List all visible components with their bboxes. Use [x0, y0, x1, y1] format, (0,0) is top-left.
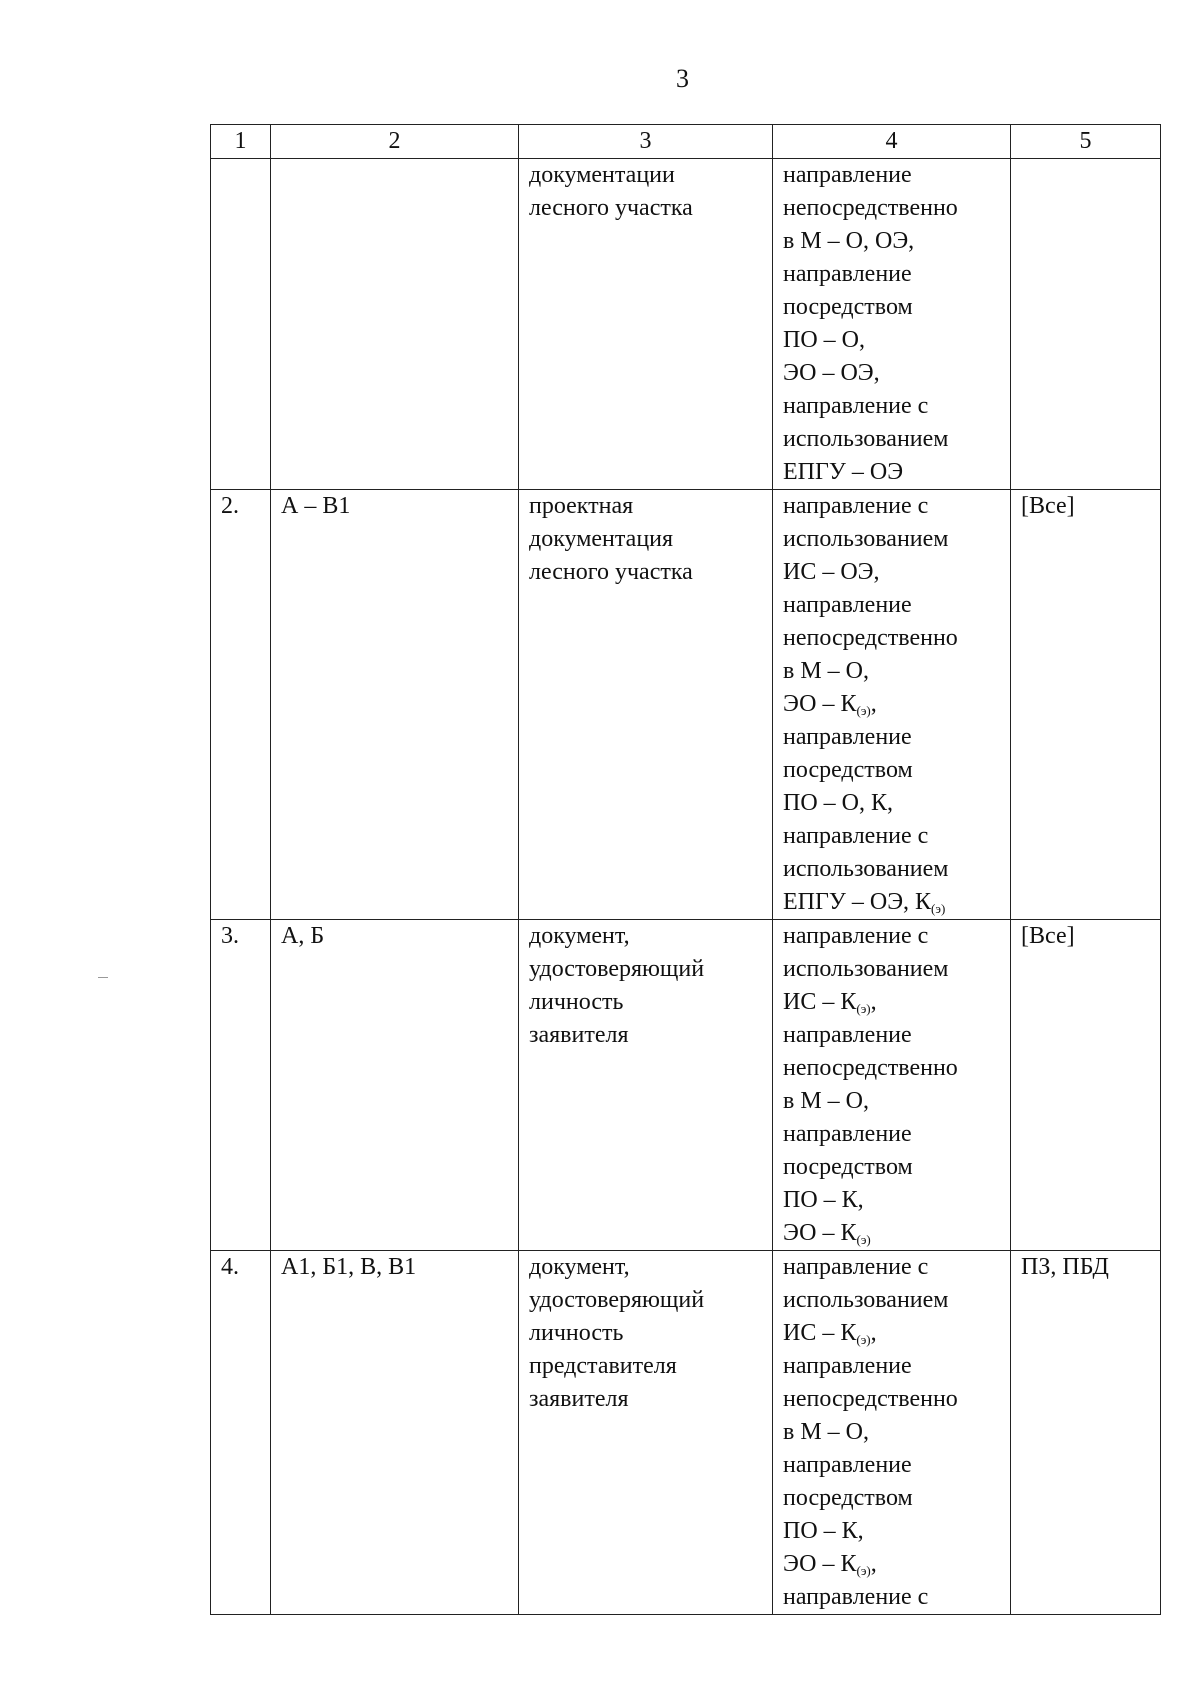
cell-line: использованием [783, 426, 949, 452]
header-cell: 5 [1011, 125, 1161, 159]
cell-line: направление [783, 1353, 912, 1379]
table-header-row [211, 125, 1161, 159]
cell-line: ИС – $К_{(э)}$, [783, 1320, 877, 1347]
cell-line: ПО – К, [783, 1518, 864, 1544]
scan-mark [98, 977, 108, 978]
cell-line: направление с [783, 823, 929, 849]
cell-line: использованием [783, 856, 949, 882]
cell-line: направление с [783, 923, 929, 949]
table-body [211, 159, 1161, 1615]
header-cell: 4 [773, 125, 1011, 159]
cell-line: использованием [783, 526, 949, 552]
row-number-cell: 2. [211, 490, 271, 920]
cell-line: личность [529, 1320, 624, 1346]
applicability-cell [1011, 159, 1161, 490]
table-row [211, 1251, 1161, 1615]
submission-method-cell [773, 159, 1011, 490]
applicability-cell: [Все] [1011, 490, 1161, 920]
cell-line: непосредственно [783, 1386, 958, 1412]
cell-line: заявителя [529, 1022, 629, 1048]
cell-line: документации [529, 162, 675, 188]
cell-line: направление с [783, 493, 929, 519]
cell-line: ПО – О, [783, 327, 865, 353]
applicant-category-cell: А, Б [271, 920, 519, 1251]
cell-line: посредством [783, 294, 913, 320]
cell-line: ЭО – $К_{(э)}$, [783, 691, 877, 718]
applicant-category-cell: А1, Б1, В, В1 [271, 1251, 519, 1615]
cell-line: направление [783, 724, 912, 750]
cell-line: ЭО – ОЭ, [783, 360, 880, 386]
row-number-cell [211, 159, 271, 490]
submission-method-cell [773, 920, 1011, 1251]
document-name-cell [519, 1251, 773, 1615]
cell-line: направление [783, 1452, 912, 1478]
applicability-cell: ПЗ, ПБД [1011, 1251, 1161, 1615]
cell-line: документ, [529, 923, 630, 949]
cell-line: в М – О, [783, 658, 870, 684]
cell-line: документ, [529, 1254, 630, 1280]
cell-line: удостоверяющий [529, 1287, 705, 1313]
cell-line: в М – О, [783, 1419, 870, 1445]
applicability-cell: [Все] [1011, 920, 1161, 1251]
cell-line: удостоверяющий [529, 956, 705, 982]
cell-line: посредством [783, 1154, 913, 1180]
cell-line: направление [783, 162, 912, 188]
cell-line: в М – О, ОЭ, [783, 228, 915, 254]
header-cell: 2 [271, 125, 519, 159]
cell-line: непосредственно [783, 1055, 958, 1081]
cell-line: использованием [783, 956, 949, 982]
applicant-category-cell: А – В1 [271, 490, 519, 920]
page-number: 3 [676, 64, 689, 93]
row-number-cell: 3. [211, 920, 271, 1251]
cell-line: документация [529, 526, 674, 552]
cell-line: направление с [783, 393, 929, 419]
document-name-cell [519, 159, 773, 490]
cell-line: направление с [783, 1254, 929, 1280]
submission-method-cell [773, 1251, 1011, 1615]
cell-line: в М – О, [783, 1088, 870, 1114]
cell-line: направление [783, 1121, 912, 1147]
cell-line: посредством [783, 1485, 913, 1511]
cell-line: лесного участка [529, 195, 693, 221]
cell-line: ИС – $К_{(э)}$, [783, 989, 877, 1016]
header-cell: 3 [519, 125, 773, 159]
cell-line: ПО – К, [783, 1187, 864, 1213]
cell-line: лесного участка [529, 559, 693, 585]
cell-line: личность [529, 989, 624, 1015]
cell-line: направление [783, 592, 912, 618]
row-number-cell: 4. [211, 1251, 271, 1615]
table-row [211, 490, 1161, 920]
cell-line: ЭО – $К_{(э)}$, [783, 1551, 877, 1578]
cell-line: ПО – О, К, [783, 790, 894, 816]
document-name-cell [519, 490, 773, 920]
cell-line: направление с [783, 1584, 929, 1610]
cell-line: заявителя [529, 1386, 629, 1412]
document-name-cell [519, 920, 773, 1251]
applicant-category-cell [271, 159, 519, 490]
document-table [210, 124, 1161, 1615]
cell-line: ИС – ОЭ, [783, 559, 880, 585]
header-cell: 1 [211, 125, 271, 159]
cell-line: ЭО – $К_{(э)}$ [783, 1220, 871, 1247]
submission-method-cell [773, 490, 1011, 920]
cell-line: ЕПГУ – ОЭ, $К_{(э)}$ [783, 889, 946, 916]
cell-line: непосредственно [783, 625, 958, 651]
cell-line: направление [783, 261, 912, 287]
table-row [211, 920, 1161, 1251]
cell-line: проектная [529, 493, 634, 519]
cell-line: использованием [783, 1287, 949, 1313]
cell-line: представителя [529, 1353, 677, 1379]
cell-line: непосредственно [783, 195, 958, 221]
table-row [211, 159, 1161, 490]
cell-line: ЕПГУ – ОЭ [783, 459, 904, 485]
cell-line: направление [783, 1022, 912, 1048]
cell-line: посредством [783, 757, 913, 783]
